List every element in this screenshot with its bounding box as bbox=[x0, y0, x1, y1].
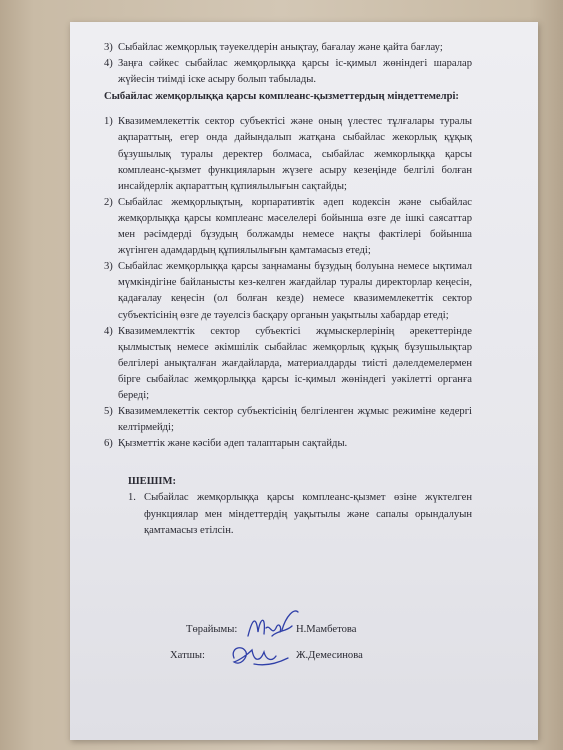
list-item-text: Квазимемлекеттік сектор субъектісінің белгіленген жұмыс режиміне кедергі келтірмейді; bbox=[118, 406, 472, 434]
decision-list bbox=[128, 490, 472, 538]
list-item-number: 1) bbox=[104, 116, 113, 128]
list-item bbox=[104, 259, 472, 323]
list-item bbox=[104, 324, 472, 404]
list-item-text: Заңға сәйкес сыбайлас жемқорлыққа қарсы іс-қимыл жөніндегі шаралар жүйесін тиімді іске асыру болып табылады. bbox=[118, 58, 472, 86]
list-item-text: Сыбайлас жемқорлық тәуекелдерін анықтау, бағалау және қайта бағлау; bbox=[118, 42, 443, 53]
list-item-number: 4) bbox=[104, 58, 113, 70]
list-item bbox=[104, 40, 472, 56]
spacer bbox=[104, 105, 472, 114]
list-item-text: Сыбайлас жемқорлыққа қарсы комплеанс-қызмет өзіне жүктелген функциялар мен міндеттердің уақытылы және сапалы орындалуын қамтамасыз етілсін. bbox=[144, 492, 472, 536]
decision-heading: ШЕШІМ: bbox=[128, 476, 176, 488]
obligations-list bbox=[104, 114, 472, 452]
list-item-text: Қызметтік және кәсіби әдеп талаптарын сақтайды. bbox=[118, 438, 348, 450]
list-item bbox=[104, 114, 472, 194]
chair-label: Төрайымы: bbox=[186, 624, 238, 635]
list-item-text: Квазимемлекттік сектор субъектісі жұмыскерлерінің әрекеттерінде қылмыстық немесе әкімшілік сыбайлас жемқорлық құқық бұзушылықтар белгілері анықталған жағдайларда, материалдарды тиісті дәлелдемелермен бірге сыбайлас жемқорлыққа қарсы іс-қимыл жөніндегі уәкілетті органға береді; bbox=[118, 325, 472, 401]
list-item-number: 4) bbox=[104, 325, 113, 337]
list-item-text: Квазимемлекеттік сектор субъектісі және оның үлестес тұлғалары туралы ақпараттың, егер онда дайындалып жатқана сыбайлас жекорлық құқық бұзушылық туралы деректер болмаса, сыбайлас жемкорлыққа қарсы комплеанс-қызмет функцияларын жүзеге асыру кезеңінде белгілі болған инсайдерлік ақпараттың құпиялылығын сақтайды; bbox=[118, 116, 472, 192]
list-item-text: Сыбайлас жемқорлықтың, корпаративтік әдеп кодексін және сыбайлас жемқорлыққа қарсы комплеанс мәселелері бойынша өзге де ішкі саясаттар мен рәсімдерді бұзудың болжамды немесе нақты фактілері бойынша жүгінген адамдардың құпиялылығын қамтамасыз етеді; bbox=[118, 196, 472, 257]
list-item bbox=[128, 490, 472, 538]
document-body bbox=[104, 40, 472, 539]
document-page bbox=[70, 22, 538, 740]
list-item-text: Сыбайлас жемқорлыққа қарсы заңнаманы бұзудың болуына немесе ықтимал мүмкіндігіне байланысты кез-келген жағдайлар туралы директорлар кеңесін, қадағалау кеңесін (ол болған кезде) немесе квазимемлекеттік сектор субъектісінің өзге де тәуелсіз басқару органын уақытылы хабардар етеді; bbox=[118, 261, 472, 321]
list-item-number: 2) bbox=[104, 196, 113, 208]
list-item bbox=[104, 195, 472, 259]
secretary-name: Ж.Демесинова bbox=[296, 650, 363, 661]
section-heading: Сыбайлас жемқорлыққа қарсы комплеанс-қызметтердың міндеттемелрі: bbox=[104, 91, 459, 103]
signature-block bbox=[170, 620, 486, 680]
list-item-number: 3) bbox=[104, 42, 113, 53]
list-item bbox=[104, 56, 472, 88]
list-item-number: 3) bbox=[104, 261, 113, 273]
chair-name: Н.Мамбетова bbox=[296, 624, 357, 635]
secretary-signature-icon bbox=[226, 638, 292, 674]
list-item bbox=[104, 436, 472, 452]
continued-list bbox=[104, 40, 472, 88]
decision-block bbox=[128, 474, 472, 538]
list-item-number: 6) bbox=[104, 438, 113, 450]
list-item-number: 1. bbox=[128, 492, 136, 504]
list-item-number: 5) bbox=[104, 406, 113, 418]
secretary-label: Хатшы: bbox=[170, 650, 205, 661]
secretary-signature-row bbox=[170, 646, 486, 670]
list-item bbox=[104, 404, 472, 436]
